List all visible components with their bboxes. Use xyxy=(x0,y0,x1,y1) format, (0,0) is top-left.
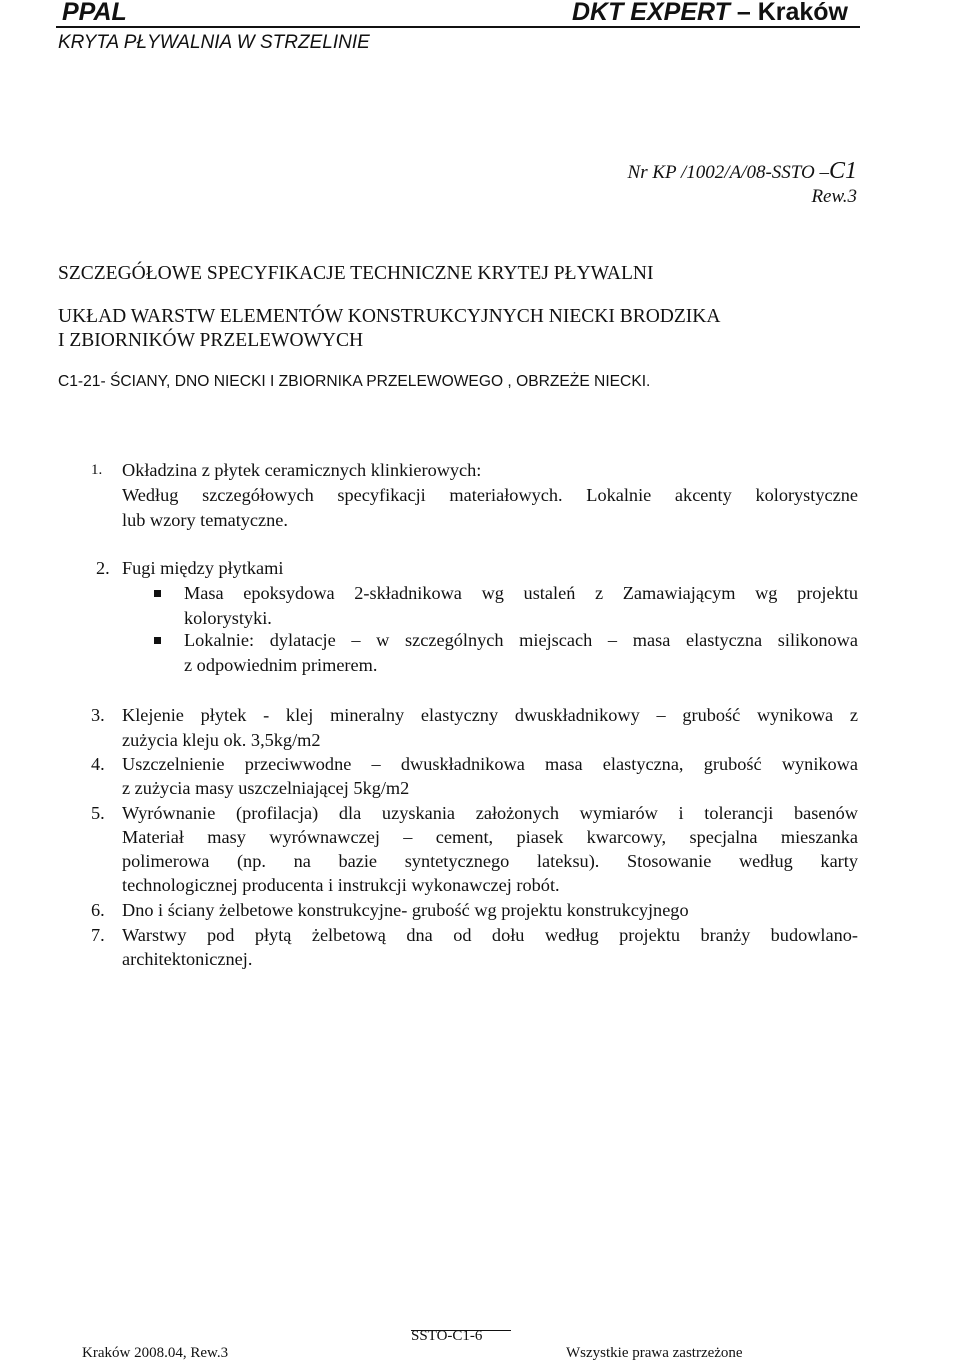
item-1-title: Okładzina z płytek ceramicznych klinkierowych: xyxy=(122,460,482,480)
footer-page-code: SSTO-C1-6 xyxy=(411,1328,483,1344)
item-3-line-2: zużycia kleju ok. 3,5kg/m2 xyxy=(122,730,321,750)
item-7-line-2: architektonicznej. xyxy=(122,949,253,969)
item-7-line-1: Warstwy pod płytą żelbetową dna od dołu według projektu branży budowlano- xyxy=(122,925,858,945)
item-4-line-1: Uszczelnienie przeciwwodne – dwuskładnikowa masa elastyczna, grubość wynikowa xyxy=(122,754,858,774)
item-1-line-3: lub wzory tematyczne. xyxy=(122,510,288,530)
item-1-line-2: Według szczegółowych specyfikacji materiałowych. Lokalnie akcenty kolorystyczne xyxy=(122,485,858,505)
item-2-bullet-1-line-1: Masa epoksydowa 2-składnikowa wg ustaleń z Zamawiającym wg projektu xyxy=(184,583,858,603)
item-7-number: 7. xyxy=(91,925,105,945)
item-6-line-1: Dno i ściany żelbetowe konstrukcyjne- grubość wg projektu konstrukcyjnego xyxy=(122,900,689,920)
header-brand-name: DKT EXPERT xyxy=(571,0,730,26)
doc-revision: Rew.3 xyxy=(811,186,857,207)
item-2-number: 2. xyxy=(96,558,110,578)
footer-date-revision: Kraków 2008.04, Rew.3 xyxy=(82,1345,229,1361)
item-5-line-1: Wyrównanie (profilacja) dla uzyskania założonych wymiarów i tolerancji basenów xyxy=(122,803,858,823)
item-5-line-2: Materiał masy wyrównawczej – cement, piasek kwarcowy, specjalna mieszanka xyxy=(122,827,858,847)
item-3-number: 3. xyxy=(91,705,105,725)
main-title: SZCZEGÓŁOWE SPECYFIKACJE TECHNICZNE KRYTEJ PŁYWALNI xyxy=(58,263,654,284)
item-1-number: 1. xyxy=(91,462,103,478)
doc-number-dash: – xyxy=(814,162,829,183)
header-company: PPAL xyxy=(62,0,127,26)
bullet-icon xyxy=(154,637,161,644)
item-3-line-1: Klejenie płytek - klej mineralny elastyczny dwuskładnikowy – grubość wynikowa z xyxy=(122,705,858,725)
item-2-bullet-2-line-2: z odpowiednim primerem. xyxy=(184,655,378,675)
header-subtitle: KRYTA PŁYWALNIA W STRZELINIE xyxy=(58,32,370,53)
section-heading: C1-21- ŚCIANY, DNO NIECKI I ZBIORNIKA PRZELEWOWEGO , OBRZEŻE NIECKI. xyxy=(58,373,651,390)
item-2-bullet-2-line-1: Lokalnie: dylatacje – w szczególnych miejscach – masa elastyczna silikonowa xyxy=(184,630,858,650)
title-line-3: I ZBIORNIKÓW PRZELEWOWYCH xyxy=(58,330,364,351)
item-5-line-3: polimerowa (np. na bazie syntetycznego lateksu). Stosowanie według karty xyxy=(122,851,858,871)
item-2-title: Fugi między płytkami xyxy=(122,558,284,578)
item-4-number: 4. xyxy=(91,754,105,774)
doc-number-text: Nr KP /1002/A/08-SSTO xyxy=(627,162,815,183)
header-city: Kraków xyxy=(757,0,848,26)
item-5-line-4: technologicznej producenta i instrukcji wykonawczej robót. xyxy=(122,875,560,895)
item-2-bullet-1-line-2: kolorystyki. xyxy=(184,608,272,628)
header-rule xyxy=(56,26,860,28)
title-line-2: UKŁAD WARSTW ELEMENTÓW KONSTRUKCYJNYCH NIECKI BRODZIKA xyxy=(58,306,721,327)
doc-code: C1 xyxy=(828,158,857,184)
header-brand xyxy=(572,0,848,27)
footer-copyright: Wszystkie prawa zastrzeżone xyxy=(566,1345,743,1361)
bullet-icon xyxy=(154,590,161,597)
doc-number xyxy=(628,158,857,185)
item-5-number: 5. xyxy=(91,803,105,823)
item-4-line-2: z zużycia masy uszczelniającej 5kg/m2 xyxy=(122,778,410,798)
item-6-number: 6. xyxy=(91,900,105,920)
header-brand-sep: – xyxy=(729,0,758,26)
